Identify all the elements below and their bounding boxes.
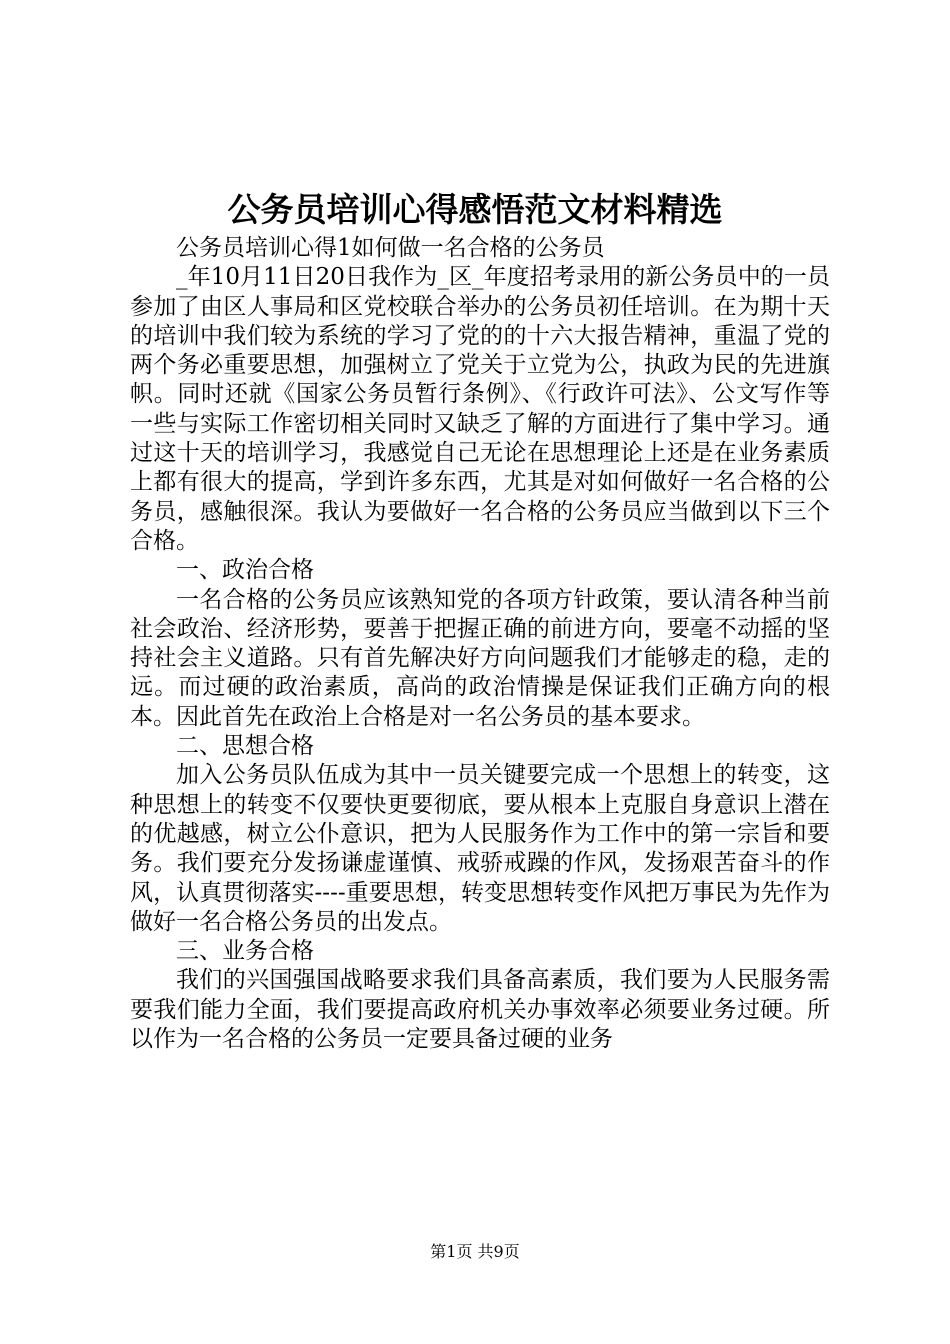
document-body — [130, 234, 830, 1054]
paragraph-political: 一名合格的公务员应该熟知党的各项方针政策，要认清各种当前社会政治、经济形势，要善于把握正确的前进方向，要毫不动摇的坚持社会主义道路。只有首先解决好方向问题我们才能够走的稳，走的远。而过硬的政治素质，高尚的政治情操是保证我们正确方向的根本。因此首先在政治上合格是对一名公务员的基本要求。 — [130, 586, 830, 730]
document-title: 公务员培训心得感悟范文材料精选 — [227, 190, 723, 229]
section-heading-political: 一、政治合格 — [176, 557, 314, 584]
paragraph-ideological: 加入公务员队伍成为其中一员关键要完成一个思想上的转变，这种思想上的转变不仅要快更要彻底，要从根本上克服自身意识上潜在的优越感，树立公仆意识，把为人民服务作为工作中的第一宗旨和要务。我们要充分发扬谦虚谨慎、戒骄戒躁的作风，发扬艰苦奋斗的作风，认真贯彻落实----重要思想，转变思想转变作风把万事民为先作为做好一名合格公务员的出发点。 — [130, 762, 830, 935]
paragraph-intro: _年10月11日20日我作为_区_年度招考录用的新公务员中的一员参加了由区人事局和区党校联合举办的公务员初任培训。在为期十天的培训中我们较为系统的学习了党的的十六大报告精神，重温了党的两个务必重要思想，加强树立了党关于立党为公，执政为民的先进旗帜。同时还就《国家公务员暂行条例》、《行政许可法》、公文写作等一些与实际工作密切相关同时又缺乏了解的方面进行了集中学习。通过这十天的培训学习，我感觉自己无论在思想理论上还是在业务素质上都有很大的提高，学到许多东西，尤其是对如何做好一名合格的公务员，感触很深。我认为要做好一名合格的公务员应当做到以下三个合格。 — [130, 264, 830, 554]
section-heading-ideological: 二、思想合格 — [176, 733, 314, 760]
paragraph-heading-intro: 公务员培训心得1如何做一名合格的公务员 — [176, 235, 605, 261]
page-number-footer: 第1页 共9页 — [430, 1242, 520, 1261]
paragraph-professional: 我们的兴国强国战略要求我们具备高素质，我们要为人民服务需要我们能力全面，我们要提高政府机关办事效率必须要业务过硬。所以作为一名合格的公务员一定要具备过硬的业务 — [130, 967, 830, 1053]
section-heading-professional: 三、业务合格 — [176, 938, 314, 965]
